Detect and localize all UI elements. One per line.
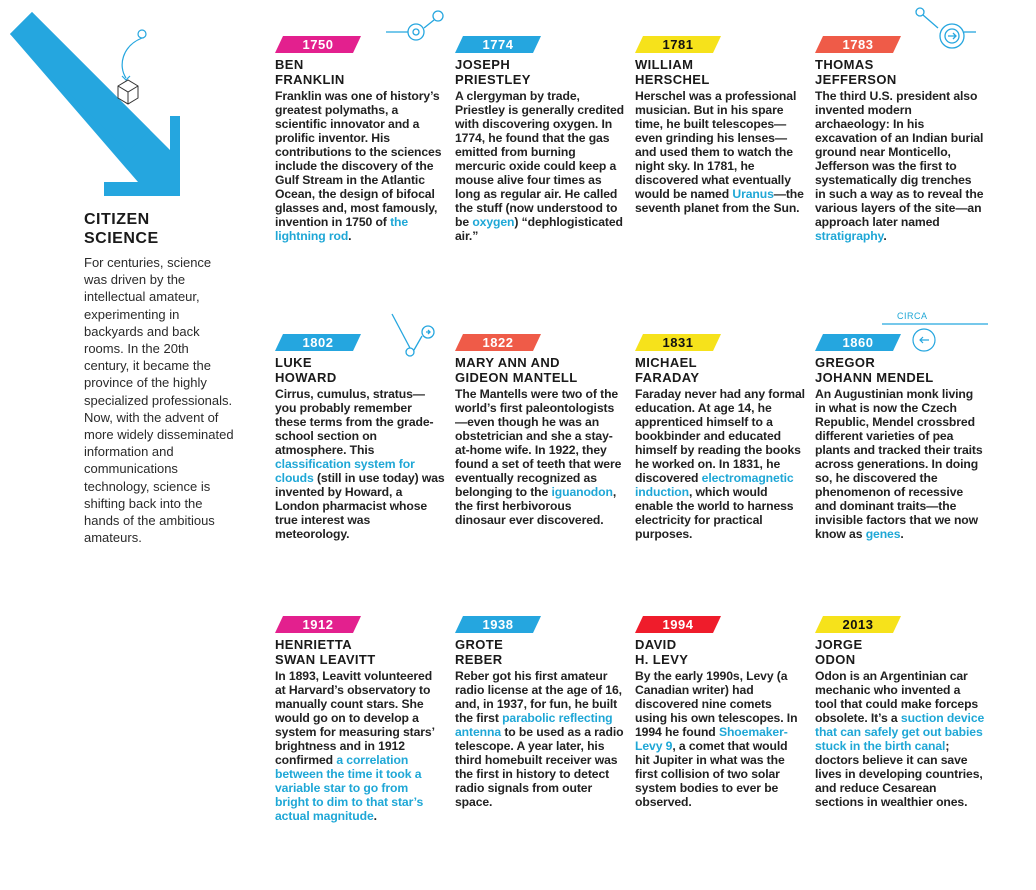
year-label: 1774 (482, 37, 514, 52)
circa-label: CIRCA (897, 311, 928, 321)
description-text: Reber got his first amateur radio license at the age of 16, and, in 1937, for fun, he built the first (455, 669, 622, 725)
year-tag (275, 616, 361, 633)
entry-description (635, 89, 805, 215)
person-name: BEN FRANKLIN (275, 57, 345, 87)
description-text: A clergyman by trade, Priestley is generally credited with discovering oxygen. In 1774, he found that the gas emitted from burning mercuric oxide could keep a mouse alive four times as long as regular air. He called the stuff (now understood to be (455, 89, 624, 229)
year-label: 1860 (842, 335, 874, 350)
person-name: MICHAEL FARADAY (635, 355, 700, 385)
description-tail: , which would enable the world to harness electricity for practical purposes. (635, 485, 794, 541)
description-tail: ) “dephlogisticated air.” (455, 215, 623, 243)
entry-description (635, 669, 805, 809)
year-label: 1994 (662, 617, 694, 632)
highlight-link: the lightning rod (275, 215, 409, 243)
description-text: Odon is an Argentinian car mechanic who invented a tool that could make forceps obsolete. It’s a (815, 669, 979, 725)
description-text: By the early 1990s, Levy (a Canadian writer) had discovered nine comets using his own telescopes. In 1994 he found (635, 669, 798, 739)
highlight-link: classification system for clouds (275, 457, 415, 485)
description-text: In 1893, Leavitt volunteered at Harvard’s observatory to manually count stars. She would go on to develop a system for measuring stars’ brightness and in 1912 confirmed (275, 669, 435, 767)
year-tag (635, 36, 721, 53)
intro-section (84, 210, 234, 546)
person-name: JORGE ODON (815, 637, 863, 667)
highlight-link: Shoemaker-Levy 9 (635, 725, 788, 753)
description-tail: . (900, 527, 904, 541)
person-name: GROTE REBER (455, 637, 504, 667)
year-label: 1783 (842, 37, 874, 52)
timeline-entry-2013 (815, 616, 985, 809)
description-text: Cirrus, cumulus, stratus—you probably remember these terms from the grade-school section on atmosphere. This (275, 387, 434, 457)
entry-description (455, 89, 625, 243)
highlight-link: stratigraphy (815, 229, 884, 243)
entry-description (275, 387, 445, 541)
description-tail: . (883, 229, 887, 243)
description-text: Herschel was a professional musician. But in his spare time, he built telescopes—even grinding his lenses—and used them to watch the night sky. In 1781, he discovered what eventually would be named (635, 89, 797, 201)
entry-description (815, 387, 985, 541)
description-text: Faraday never had any formal education. At age 14, he apprenticed himself to a bookbinder and educated himself by reading the books he worked on. In 1831, he discovered (635, 387, 805, 485)
highlight-link: a correlation between the time it took a variable star to go from bright to dim to that star’s actual magnitude (275, 753, 424, 823)
year-tag (275, 36, 361, 53)
person-name: WILLIAM HERSCHEL (635, 57, 710, 87)
year-label: 2013 (842, 617, 874, 632)
molecule-cube-icon (112, 26, 160, 106)
timeline-entry-1802 (275, 334, 445, 541)
highlight-link: electromagnetic induction (635, 471, 794, 499)
highlight-link: iguanodon (551, 485, 613, 499)
timeline-entry-1774 (455, 36, 625, 243)
description-tail: . (348, 229, 352, 243)
description-tail: , a comet that would hit Jupiter in what was the first collision of two solar system bodies to ever be observed. (635, 739, 788, 809)
highlight-link: suction device that can safely get out babies stuck in the birth canal (815, 711, 985, 753)
entry-description (455, 669, 625, 809)
year-tag (635, 334, 721, 351)
entry-description (815, 669, 985, 809)
highlight-link: oxygen (472, 215, 515, 229)
timeline-entry-1781 (635, 36, 805, 215)
year-label: 1750 (302, 37, 334, 52)
person-name: HENRIETTA SWAN LEAVITT (275, 637, 376, 667)
description-tail: . (373, 809, 377, 823)
timeline-entry-1860 (815, 334, 985, 541)
timeline-entry-1938 (455, 616, 625, 809)
timeline-entry-1994 (635, 616, 805, 809)
highlight-link: genes (865, 527, 901, 541)
description-tail: to be used as a radio telescope. A year later, his third homebuilt receiver was the first in history to detect radio signals from outer space. (455, 725, 624, 809)
year-tag (455, 334, 541, 351)
person-name: GREGOR JOHANN MENDEL (815, 355, 934, 385)
year-tag (635, 616, 721, 633)
year-label: 1802 (302, 335, 334, 350)
year-tag (455, 36, 541, 53)
timeline-entry-1912 (275, 616, 445, 823)
year-label: 1938 (482, 617, 514, 632)
intro-text: For centuries, science was driven by the intellectual amateur, experimenting in backyards and back rooms. In the 20th century, it became the province of the highly specialized professionals. Now, with the advent of more widely disseminated information and communications technology, science is shifting back into the hands of the ambitious amateurs. (84, 255, 234, 546)
entry-description (815, 89, 985, 243)
entry-description (275, 669, 445, 823)
person-name: THOMAS JEFFERSON (815, 57, 897, 87)
year-tag (815, 36, 901, 53)
description-text: Franklin was one of history’s greatest polymaths, a scientific innovator and a prolific inventor. His contributions to the sciences include the discovery of the Gulf Stream in the Atlantic Ocean, the design of bifocal glasses and, most famously, invention in 1750 of (275, 89, 442, 229)
description-text: The Mantells were two of the world’s first paleontologists—even though he was an obstetrician and she a stay-at-home wife. In 1922, they found a set of teeth that were eventually recognized as belonging to the (455, 387, 622, 499)
timeline-entry-1783 (815, 36, 985, 243)
description-tail: —the seventh planet from the Sun. (635, 187, 804, 215)
timeline-entry-1822 (455, 334, 625, 527)
year-tag (815, 616, 901, 633)
description-text: The third U.S. president also invented modern archaeology: In his excavation of an Indian burial ground near Monticello, Jefferson was the first to systematically dig trenches in such a way as to reveal the various layers of the site—an approach later named (815, 89, 984, 229)
person-name: DAVID H. LEVY (635, 637, 689, 667)
year-label: 1781 (662, 37, 694, 52)
year-tag (275, 334, 361, 351)
highlight-link: parabolic reflecting antenna (455, 711, 613, 739)
description-text: An Augustinian monk living in what is now the Czech Republic, Mendel crossbred different varieties of pea plants and tracked their traits across generations. In doing so, he discovered the phenomenon of recessive and dominant traits—the invisible factors that we now know as (815, 387, 983, 541)
description-tail: (still in use today) was invented by Howard, a London pharmacist whose true interest was meteorology. (275, 471, 445, 541)
intro-title: CITIZEN SCIENCE (84, 211, 159, 247)
year-label: 1831 (662, 335, 694, 350)
description-tail: , the first herbivorous dinosaur ever discovered. (455, 485, 617, 527)
entry-description (635, 387, 805, 541)
highlight-link: Uranus (732, 187, 774, 201)
year-label: 1822 (482, 335, 514, 350)
entry-description (275, 89, 445, 243)
timeline-entry-1750 (275, 36, 445, 243)
description-tail: ; doctors believe it can save lives in developing countries, and reduce Cesarean sections in wealthier ones. (815, 739, 983, 809)
entry-description (455, 387, 625, 527)
person-name: LUKE HOWARD (275, 355, 337, 385)
person-name: MARY ANN AND GIDEON MANTELL (455, 355, 578, 385)
year-tag (815, 334, 901, 351)
person-name: JOSEPH PRIESTLEY (455, 57, 531, 87)
year-label: 1912 (302, 617, 334, 632)
timeline-entry-1831 (635, 334, 805, 541)
year-tag (455, 616, 541, 633)
